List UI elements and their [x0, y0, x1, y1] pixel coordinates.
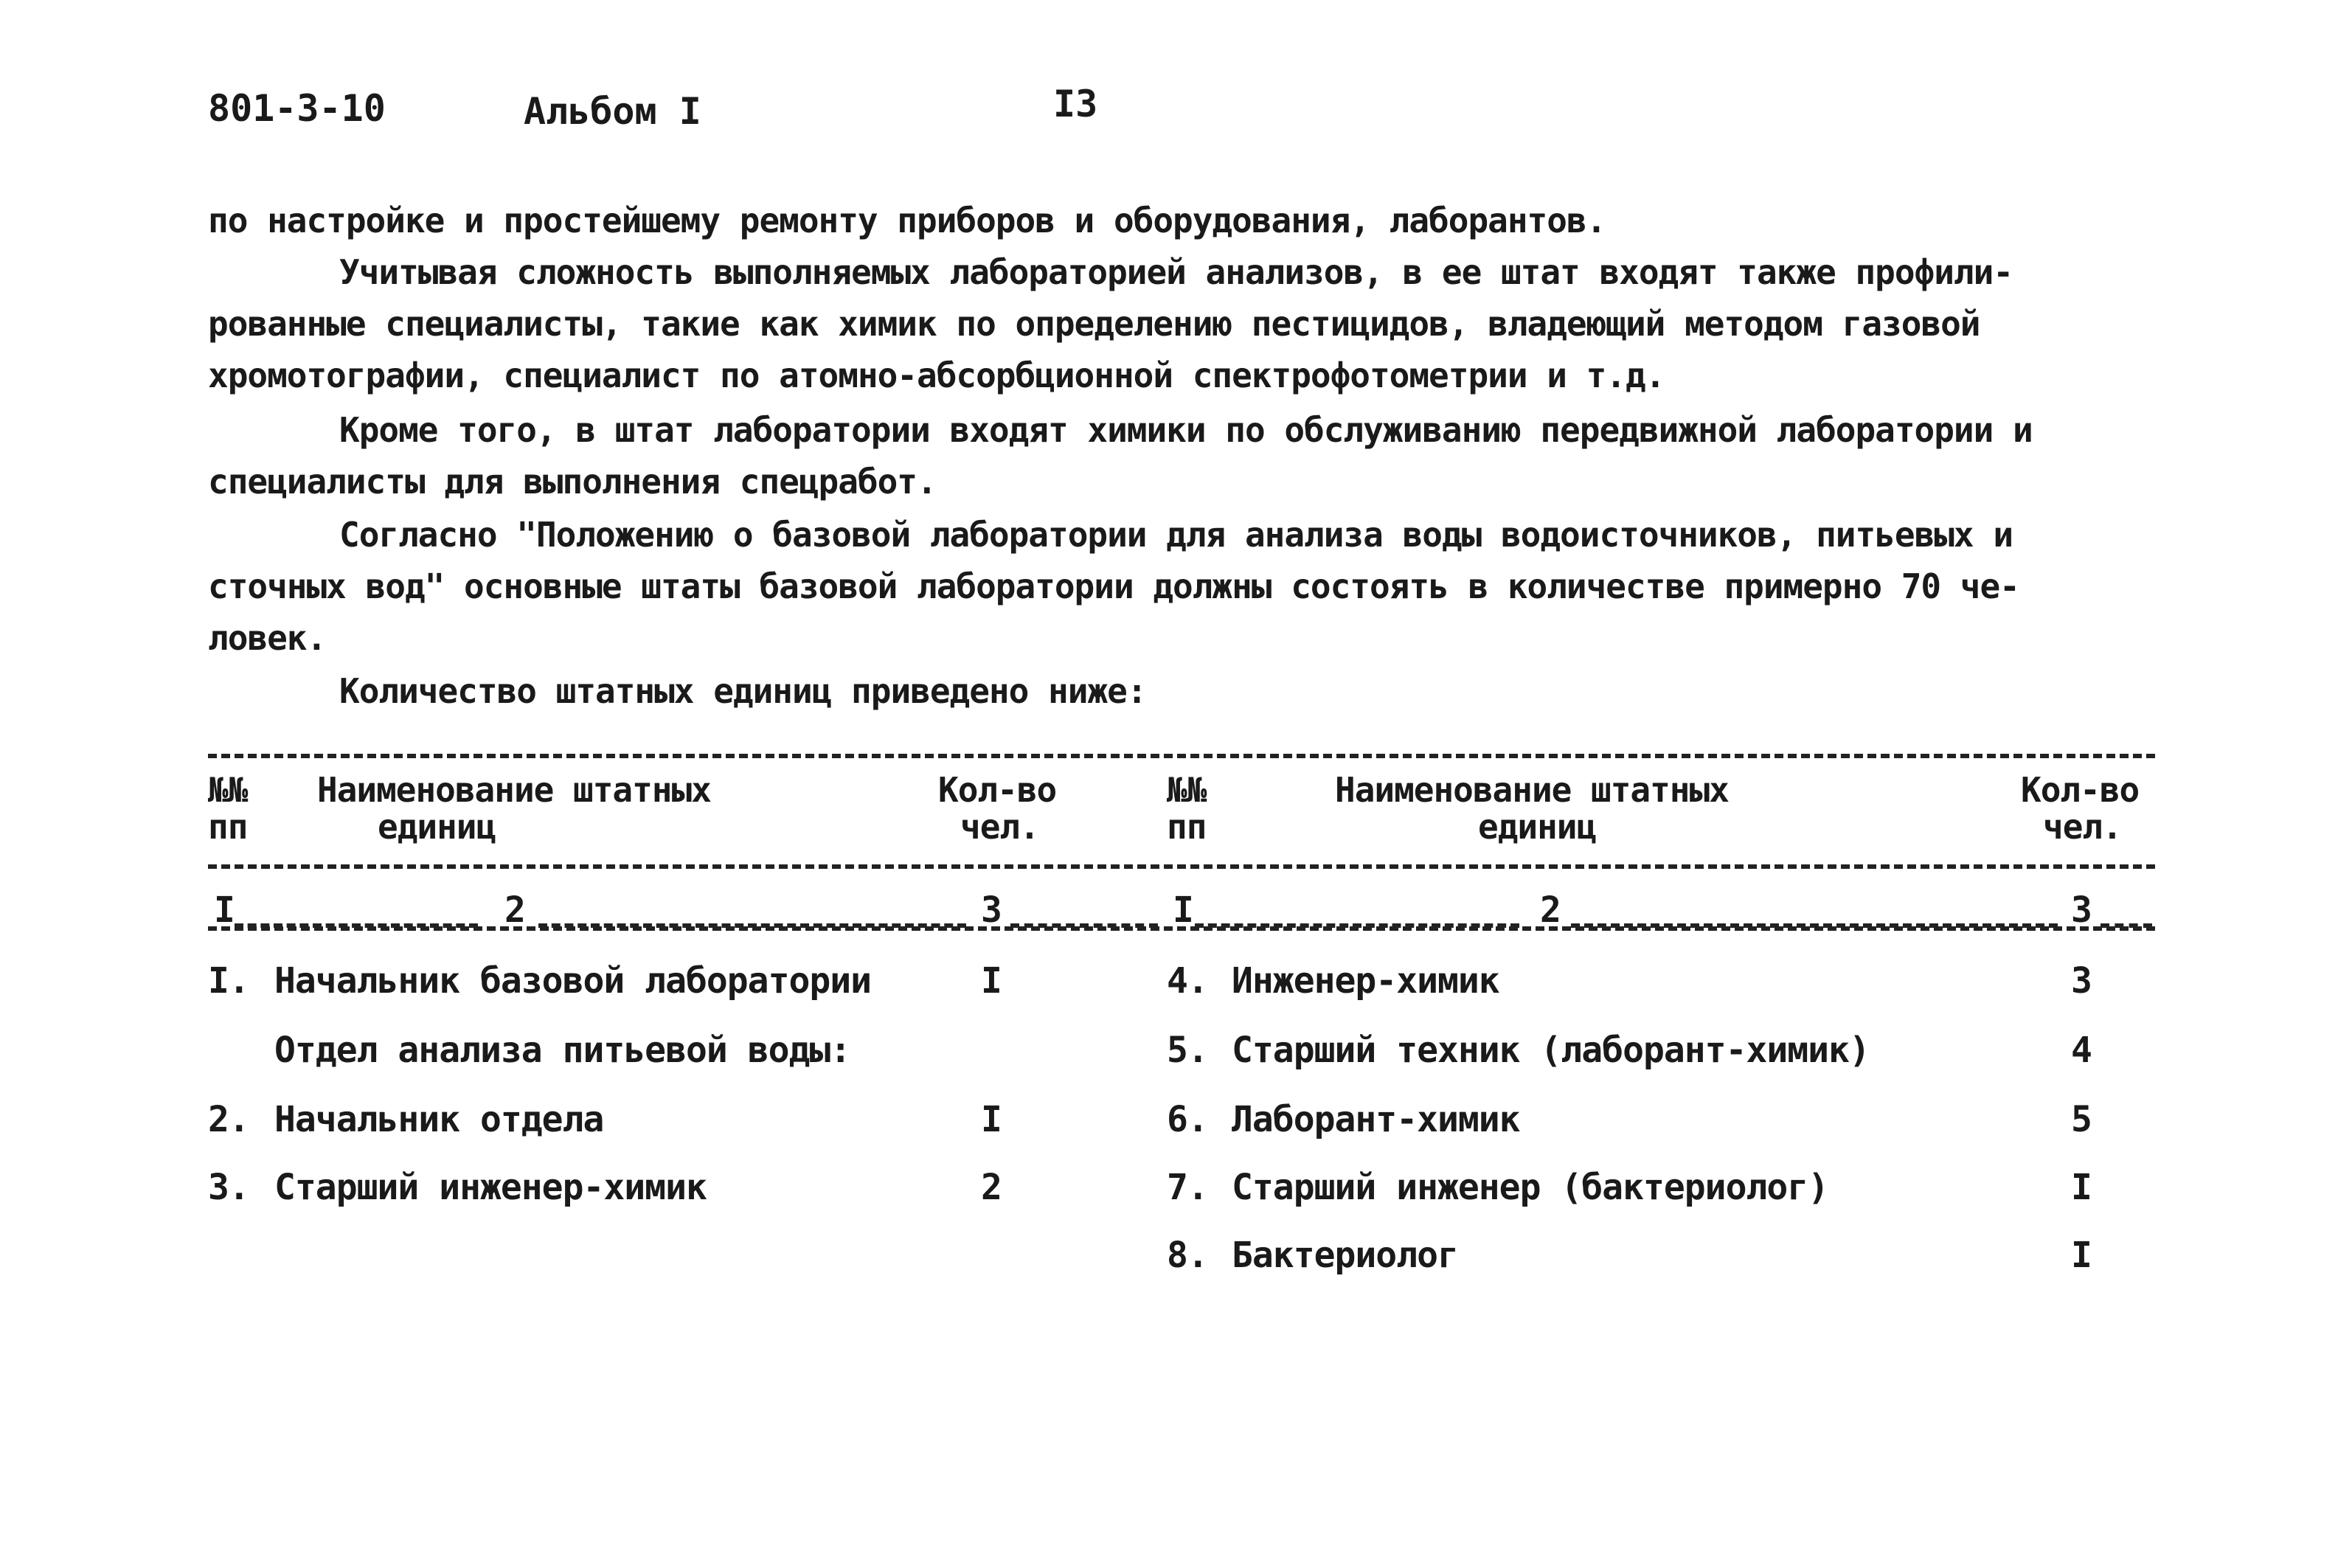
- doc-code: 801-3-10: [208, 87, 386, 130]
- left-row-4-num: 3.: [208, 1167, 249, 1208]
- right-num-header-1: №№: [1167, 770, 1207, 810]
- right-row-2-qty: 4: [2071, 1030, 2092, 1071]
- left-name-header-2: единиц: [378, 807, 496, 847]
- colnum-right-1: I: [1173, 889, 1193, 931]
- album-label: Альбом I: [524, 90, 701, 133]
- right-row-1-num: 4.: [1167, 960, 1208, 1002]
- left-name-header-1: Наименование штатных: [317, 770, 711, 810]
- right-qty-header-2: чел.: [2043, 807, 2122, 847]
- body-line-1: по настройке и простейшему ремонту приборов и оборудования, лаборантов.: [208, 201, 1606, 240]
- body-line-10: Количество штатных единиц приведено ниже:: [339, 671, 1147, 711]
- colnum-right-2: 2: [1540, 889, 1561, 931]
- right-row-2-name: Старший техник (лаборант-химик): [1232, 1030, 1870, 1071]
- left-row-1-name: Начальник базовой лаборатории: [274, 960, 872, 1002]
- left-qty-header-1: Кол-во: [938, 770, 1057, 810]
- colnum-filler-4: [1195, 923, 1519, 928]
- body-line-6: специалисты для выполнения спецработ.: [208, 462, 937, 502]
- right-name-header-2: единиц: [1478, 807, 1597, 847]
- table-top-rule: [208, 754, 2155, 758]
- right-row-4-name: Старший инженер (бактериолог): [1232, 1167, 1829, 1208]
- body-line-9: ловек.: [208, 618, 327, 658]
- left-row-4-name: Старший инженер-химик: [274, 1167, 707, 1208]
- right-row-3-num: 6.: [1167, 1099, 1208, 1140]
- left-row-1-qty: I: [981, 960, 1002, 1002]
- body-line-8: сточных вод" основные штаты базовой лаборатории должны состоять в количестве примерно 70 че-: [208, 566, 2019, 606]
- right-row-5-name: Бактериолог: [1232, 1235, 1458, 1276]
- right-row-3-qty: 5: [2071, 1099, 2092, 1140]
- left-num-header-1: №№: [208, 770, 248, 810]
- right-qty-header-1: Кол-во: [2021, 770, 2140, 810]
- body-line-2: Учитывая сложность выполняемых лабораторией анализов, в ее штат входят также профили-: [339, 252, 2013, 292]
- body-line-5: Кроме того, в штат лаборатории входят химики по обслуживанию передвижной лаборатории и: [339, 410, 2033, 450]
- right-row-1-qty: 3: [2071, 960, 2092, 1002]
- left-num-header-2: пп: [208, 807, 248, 847]
- left-row-3-name: Начальник отдела: [274, 1099, 604, 1140]
- colnum-right-3: 3: [2071, 889, 2092, 931]
- body-line-4: хромотографии, специалист по атомно-абсорбционной спектрофотометрии и т.д.: [208, 355, 1665, 395]
- right-row-4-qty: I: [2071, 1167, 2092, 1208]
- body-line-7: Согласно "Положению о базовой лаборатории для анализа воды водоисточников, питьевых и: [339, 515, 2013, 555]
- right-name-header-1: Наименование штатных: [1335, 770, 1729, 810]
- right-num-header-2: пп: [1167, 807, 1207, 847]
- page-number: I3: [1053, 83, 1098, 125]
- colnum-left-3: 3: [981, 889, 1002, 931]
- colnum-filler-1: [235, 923, 478, 928]
- colnum-filler-2: [538, 923, 966, 928]
- left-row-3-qty: I: [981, 1099, 1002, 1140]
- colnum-left-2: 2: [504, 889, 525, 931]
- body-line-3: рованные специалисты, такие как химик по определению пестицидов, владеющий методом газовой: [208, 304, 1980, 344]
- right-row-5-qty: I: [2071, 1235, 2092, 1276]
- right-row-1-name: Инженер-химик: [1232, 960, 1499, 1002]
- right-row-2-num: 5.: [1167, 1030, 1208, 1071]
- left-row-1-num: I.: [208, 960, 249, 1002]
- left-qty-header-2: чел.: [960, 807, 1039, 847]
- colnum-filler-5: [1571, 923, 2058, 928]
- right-row-3-name: Лаборант-химик: [1232, 1099, 1520, 1140]
- left-row-3-num: 2.: [208, 1099, 249, 1140]
- right-row-4-num: 7.: [1167, 1167, 1208, 1208]
- left-row-2-name: Отдел анализа питьевой воды:: [274, 1030, 851, 1071]
- table-header-rule: [208, 864, 2155, 869]
- colnum-left-1: I: [214, 889, 235, 931]
- left-row-4-qty: 2: [981, 1167, 1002, 1208]
- colnum-filler-3: [1010, 923, 1158, 928]
- colnum-filler-6: [2101, 923, 2152, 928]
- right-row-5-num: 8.: [1167, 1235, 1208, 1276]
